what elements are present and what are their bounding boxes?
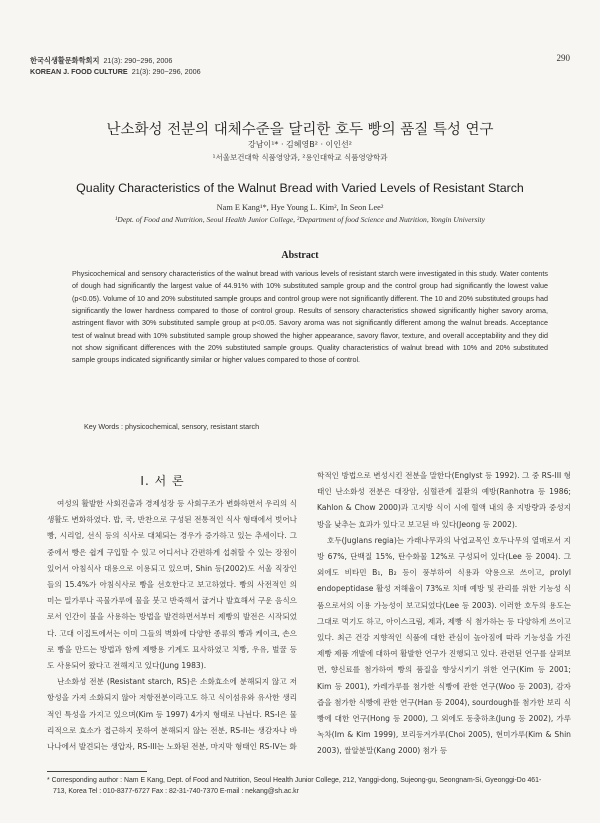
- abstract-heading: Abstract: [281, 250, 319, 261]
- footnote-line: * Corresponding author : Nam E Kang, Dept. of Food and Nutrition, Seoul Health Junior College, 212, Yanggi-dong, Sujeong-gu, Seongnam-Si, Gyeonggi-Do 461-: [47, 777, 542, 784]
- paragraph: 호두(Juglans regia)는 가래나무과의 낙엽교목인 호두나무의 열매로서 지방 67%, 단백질 15%, 탄수화물 12%로 구성되어 있다(Lee 등 2004). 그 외에도 비타민 B₁, B₂ 등이 풍부하여 식용과 약용으로 쓰이고, prolyl endopeptidase 활성 저해율이 73%로 치매 예방 및 관리를 위한 기능성 식품으로서의 이용 가능성이 보고되었다(Lee 등 2003). 이러한 호두의 용도는 그대로 먹기도 하고, 아이스크림, 제과, 제빵 식 첨가하는 등 다양하게 쓰이고 있다. 최근 건강 지향적인 식품에 대한 관심이 높아짐에 따라 기능성을 가진 제빵 제품 개발에 대하여 활발한 연구가 진행되고 있다. 관련된 연구를 살펴보면, 향신료를 첨가하여 빵의 품질을 향상시키기 위한 연구(Kim 등 2001; Kim 등 2001), 카레가루를 첨가한 식빵에 관한 연구(Woo 등 2003), 감자즙을 첨가한 식빵에 관한 연구(Han 등 2004), sourdough를 첨가한 보리 식빵에 대한 연구(Hong 등 2000), 그 외에도 동충하초(Jung 등 2002), 가루녹차(Im & Kim 1999), 보리등겨가루(Choi 2005), 현미가루(Kim & Shin 2003), 쌀알분말(Kang 2000) 첨가 등: [317, 535, 572, 756]
- section-heading-introduction: I. 서 론: [140, 474, 185, 488]
- footnote-divider: [47, 771, 147, 772]
- journal-name-ko: 한국식생활문화학회지: [30, 56, 100, 65]
- footnote-line: 713, Korea Tel : 010-8377-6727 Fax : 82-31-740-7370 E-mail : nekang@sh.ac.kr: [53, 788, 299, 795]
- paragraph: 난소화성 전분 (Resistant starch, RS)은 소화효소에 분해되지 않고 저항성을 가져 소화되지 않아 저항전분이라고도 하고 식이섬유와 유사한 생리적인 특성을 가지고 있으며(Kim 등 1997) 4가지 형태로 나뉜다. RS-I은 물리적으로 효소가 접근하지 못하여 분해되지 않는 전분, RS-II는 생감자나 바나나에서 발견되는 생압자, RS-III는 노화된 전분, 마지막 형태인 RS-IV는 화: [47, 677, 297, 752]
- journal-line-ko: [30, 55, 201, 66]
- title-korean: 난소화성 전분의 대체수준을 달리한 호두 빵의 품질 특성 연구: [106, 122, 494, 138]
- abstract-text: Physicochemical and sensory characteristics of the walnut bread with various levels of resistant starch were investigated in this study. Water contents of dough had significantly the largest value of 44.91% with 10% substituted sample group and the control group had significantly the lowest value (p<0.05). Volume of 10 and 20% substituted sample groups and control group were not significantly different. The 10 and 20% substituted groups had significantly the lower hardness compared to those of control group. Results of sensory characteristics showed significantly higher savory aroma, astringent flavor with 30% substituted sample group at p<0.05. Savory aroma was not significantly different among the walnut breads. Acceptance test of walnut bread with 10% substituted sample group showed the higher appearance, savory flavor, texture, and overall acceptability and they did not show significant differences with the 20% substituted sample groups. Quality characteristics of walnut bread with 10% and 20% substituted sample groups indicated significantly similar or higher values compared to those of control.: [72, 269, 548, 365]
- journal-ref-en: 21(3): 290~296, 2006: [131, 67, 201, 76]
- affiliation-english: ¹Dept. of Food and Nutrition, Seoul Health Junior College, ²Department of food Science and Nutrition, Yongin University: [114, 215, 485, 224]
- left-column: [47, 496, 297, 755]
- journal-ref-ko: 21(3): 290~296, 2006: [103, 56, 173, 65]
- page-number: 290: [556, 53, 570, 63]
- journal-line-en: [30, 66, 201, 77]
- paragraph: 여성의 활발한 사회진출과 경제성장 등 사회구조가 변화하면서 우리의 식생활도 변화하였다. 밥, 국, 반찬으로 구성된 전통적인 식사 형태에서 벗어나 빵, 시리얼, 선식 등의 식사로 대체되는 경우가 증가하고 있는 추세이다. 그 중에서 빵은 쉽게 구입할 수 있고 어디서나 간편하게 섭취할 수 있는 장점이 있어서 아침식사 대용으로 이용되고 있으며, Shin 등(2002)도 서울 직장인들의 15.4%가 아침식사로 빵을 선호한다고 보고하였다. 빵의 사전적인 의미는 밀가루나 곡물가루에 물을 붓고 반죽해서 굽거나 발효해서 구운 음식으로서 인간이 불을 사용하는 방법을 발견하면서부터 제빵의 발전은 시작되었다. 고대 이집트에서는 이미 그들의 벽화에 다양한 종류의 빵과 케이크, 손으로 빵을 만드는 방법과 함께 제빵용 기계도 묘사하였고 치빵, 우유, 벌꿀 등도 사용되어 왔다고 전해지고 있다(Jung 1983).: [47, 499, 297, 671]
- right-column: [317, 468, 571, 760]
- journal-name-en: KOREAN J. FOOD CULTURE: [30, 67, 128, 76]
- paragraph: 학적인 방법으로 변성시킨 전분을 말한다(Englyst 등 1992). 그 중 RS-III 형태인 난소화성 전분은 대장암, 심혈관계 질환의 예방(Ranhotra 등 1986; Kahlon & Chow 2000)과 고지방 식이 시에 혈액 내의 총 지방량과 중성지방을 낮추는 효과가 있다고 보고된 바 있다(Jeong 등 2002).: [317, 471, 571, 529]
- authors-korean: 강남이¹* · 김혜영B² · 이인선²: [248, 140, 352, 149]
- affiliation-korean: ¹서울보건대학 식품영양과, ²용인대학교 식품영양학과: [212, 153, 388, 162]
- keywords: Key Words : physicochemical, sensory, resistant starch: [84, 422, 260, 431]
- journal-header: [30, 55, 201, 77]
- authors-english: Nam E Kang¹*, Hye Young L. Kim², In Seon Lee²: [216, 203, 384, 212]
- title-english: Quality Characteristics of the Walnut Bread with Varied Levels of Resistant Starch: [76, 181, 524, 195]
- corresponding-author-footnote: [47, 775, 577, 797]
